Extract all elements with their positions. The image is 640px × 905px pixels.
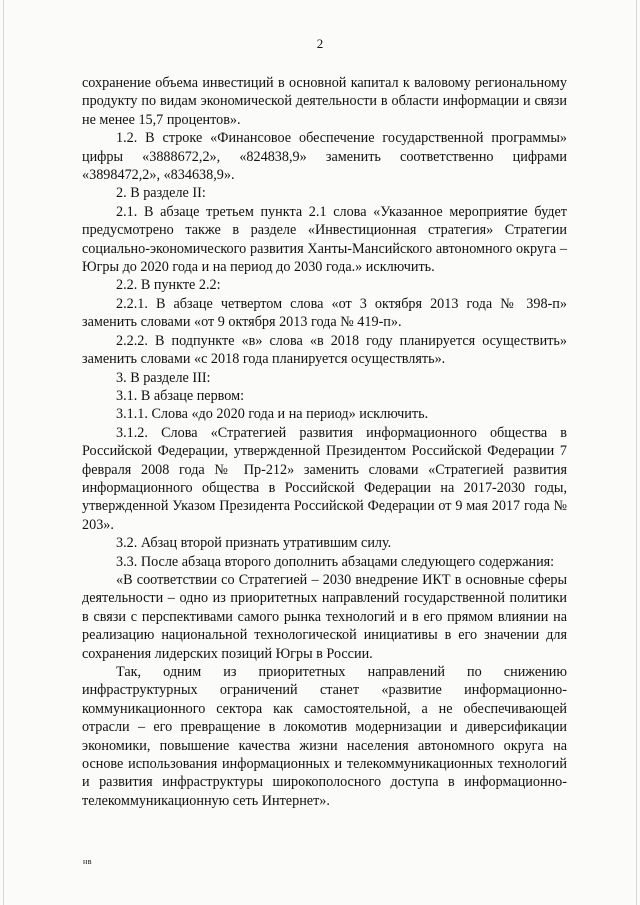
paragraph-3-3: 3.3. После абзаца второго дополнить абзацами следующего содержания:: [116, 553, 555, 570]
paragraph-continuation: сохранение объема инвестиций в основной капитал к валовому региональному продукту по видам экономической деятельности в области информации и связи не менее 15,7 процентов».: [82, 75, 567, 128]
paragraph-3-1: 3.1. В абзаце первом:: [116, 387, 245, 404]
footer-initials: нв: [83, 857, 93, 866]
paragraph-2-1: 2.1. В абзаце третьем пункта 2.1 слова «Указанное мероприятие будет предусмотрено также в разделе «Инвестиционная стратегия» Стратегии социально-экономического развития Ханты-Мансийского автономного округа – Югры до 2020 года и на период до 2030 года.» исключить.: [82, 203, 567, 276]
page-number: 2: [316, 36, 324, 51]
paragraph-3-1-2: 3.1.2. Слова «Стратегией развития информационного общества в Российской Федерации, утвержденной Президентом Российской Федерации 7 февраля 2008 года № Пр-212» заменить словами «Стратегией развития информационного общества в Российской Федерации на 2017-2030 годы, утвержденной Указом Президента Российской Федерации от 9 мая 2017 года № 203».: [82, 424, 567, 533]
paragraph-2-2: 2.2. В пункте 2.2:: [116, 277, 221, 294]
paragraph-3-1-1: 3.1.1. Слова «до 2020 года и на период» исключить.: [116, 406, 429, 423]
scan-edge-right: [636, 0, 637, 905]
paragraph-quote-2: Так, одним из приоритетных направлений по снижению инфраструктурных ограничений станет «развитие информационно-коммуникационного сектора как самостоятельной, а не обеспечивающей отрасли – его превращение в локомотив модернизации и диверсификации экономики, повышение качества жизни населения автономного округа на основе использования информационных и телекоммуникационных технологий и развития инфраструктуры широкополосного доступа в информационно-телекоммуникационную сеть Интернет».: [82, 664, 567, 809]
document-body: [82, 74, 567, 810]
scan-edge-left: [3, 0, 4, 905]
paragraph-2-2-2: 2.2.2. В подпункте «в» слова «в 2018 году планируется осуществить» заменить словами «с 2018 года планируется осуществлять».: [82, 332, 567, 368]
paragraph-3: 3. В разделе III:: [116, 369, 211, 386]
paragraph-2: 2. В разделе II:: [116, 185, 206, 202]
paragraph-3-2: 3.2. Абзац второй признать утратившим силу.: [116, 535, 392, 552]
paragraph-quote-1: «В соответствии со Стратегией – 2030 внедрение ИКТ в основные сферы деятельности – одно из приоритетных направлений государственной политики в связи с перспективами самого рынка технологий и в его прямом влиянии на реализацию национальной технологической инициативы в его значении для сохранения лидерских позиций Югры в России.: [82, 571, 567, 662]
paragraph-2-2-1: 2.2.1. В абзаце четвертом слова «от 3 октября 2013 года № 398-п» заменить словами «от 9 октября 2013 года № 419-п».: [82, 295, 567, 331]
paragraph-1-2: 1.2. В строке «Финансовое обеспечение государственной программы» цифры «3888672,2», «824838,9» заменить соответственно цифрами «3898472,2», «834638,9».: [82, 130, 567, 184]
